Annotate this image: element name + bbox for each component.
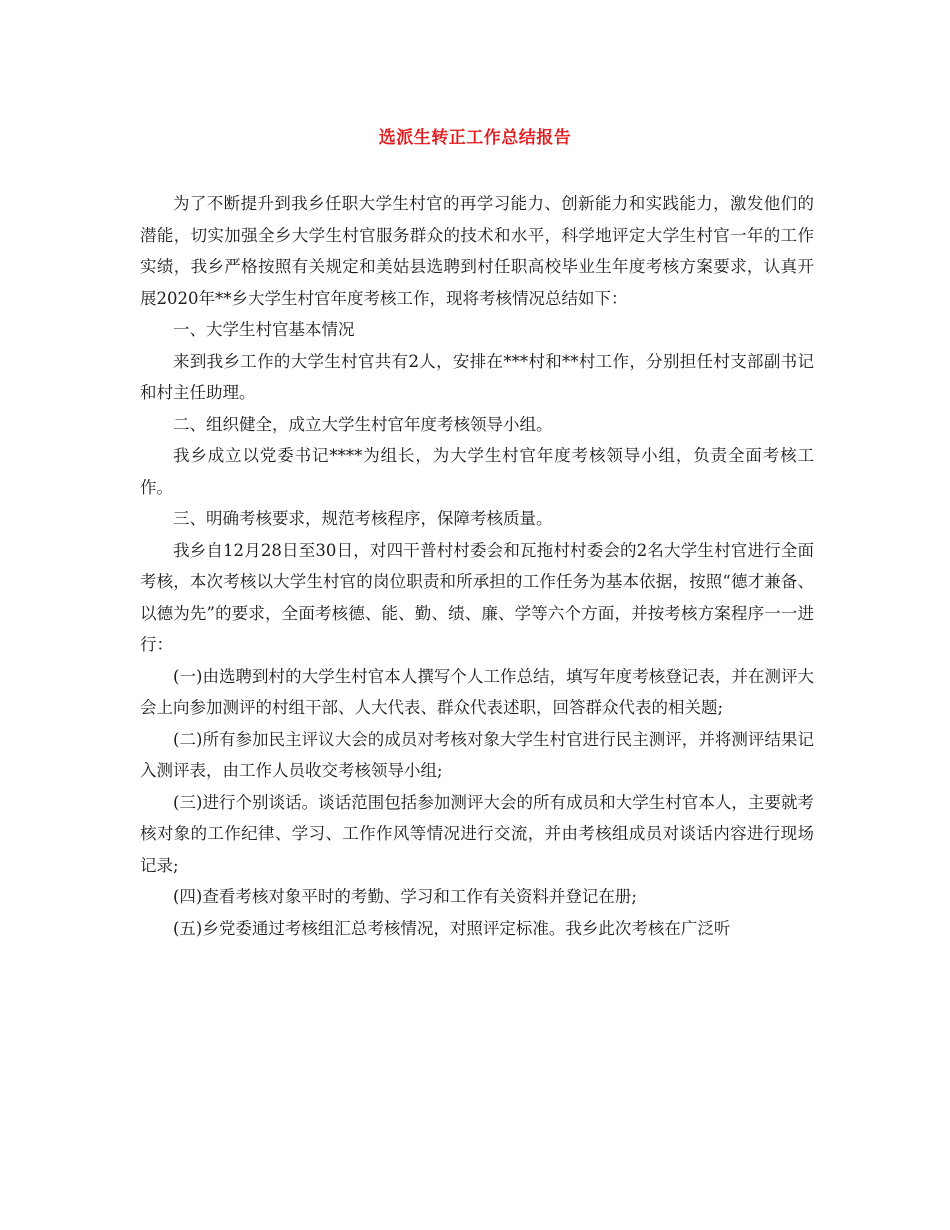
paragraph-leadership-group: 我乡成立以党委书记****为组长，为大学生村官年度考核领导小组，负责全面考核工作。 [140,446,814,497]
section-heading-2: 二、组织健全，成立大学生村官年度考核领导小组。 [173,414,553,434]
list-item-step-3: (三)进行个别谈话。谈话范围包括参加测评大会的所有成员和大学生村官本人，主要就考核对象的工作纪律、学习、工作作风等情况进行交流，并由考核组成员对谈话内容进行现场记录; [140,792,814,875]
paragraph-basic-info: 来到我乡工作的大学生村官共有2人，安排在***村和**村工作，分别担任村支部副书记和村主任助理。 [140,351,814,402]
document-body [140,188,814,944]
paragraph-intro: 为了不断提升到我乡任职大学生村官的再学习能力、创新能力和实践能力，激发他们的潜能，切实加强全乡大学生村官服务群众的技术和水平，科学地评定大学生村官一年的工作实绩，我乡严格按照有关规定和美姑县选聘到村任职高校毕业生年度考核方案要求，认真开展2020年**乡大学生村官年度考核工作，现将考核情况总结如下： [140,194,814,308]
list-item-step-2: (二)所有参加民主评议大会的成员对考核对象大学生村官进行民主测评，并将测评结果记入测评表，由工作人员收交考核领导小组; [140,729,814,780]
list-item-step-1: (一)由选聘到村的大学生村官本人撰写个人工作总结，填写年度考核登记表，并在测评大会上向参加测评的村组干部、人大代表、群众代表述职，回答群众代表的相关题; [140,666,814,717]
list-item-step-5: (五)乡党委通过考核组汇总考核情况，对照评定标准。我乡此次考核在广泛听 [173,918,731,938]
document-title: 选派生转正工作总结报告 [378,128,572,148]
section-heading-1: 一、大学生村官基本情况 [173,320,355,339]
list-item-step-4: (四)查看考核对象平时的考勤、学习和工作有关资料并登记在册; [173,887,637,906]
section-heading-3: 三、明确考核要求，规范考核程序，保障考核质量。 [173,509,553,528]
paragraph-assessment-scope: 我乡自12月28日至30日，对四干普村村委会和瓦拖村村委会的2名大学生村官进行全面考核，本次考核以大学生村官的岗位职责和所承担的工作任务为基本依据，按照“德才兼备、以德为先”的要求，全面考核德、能、勤、绩、廉、学等六个方面，并按考核方案程序一一进行： [140,540,814,654]
